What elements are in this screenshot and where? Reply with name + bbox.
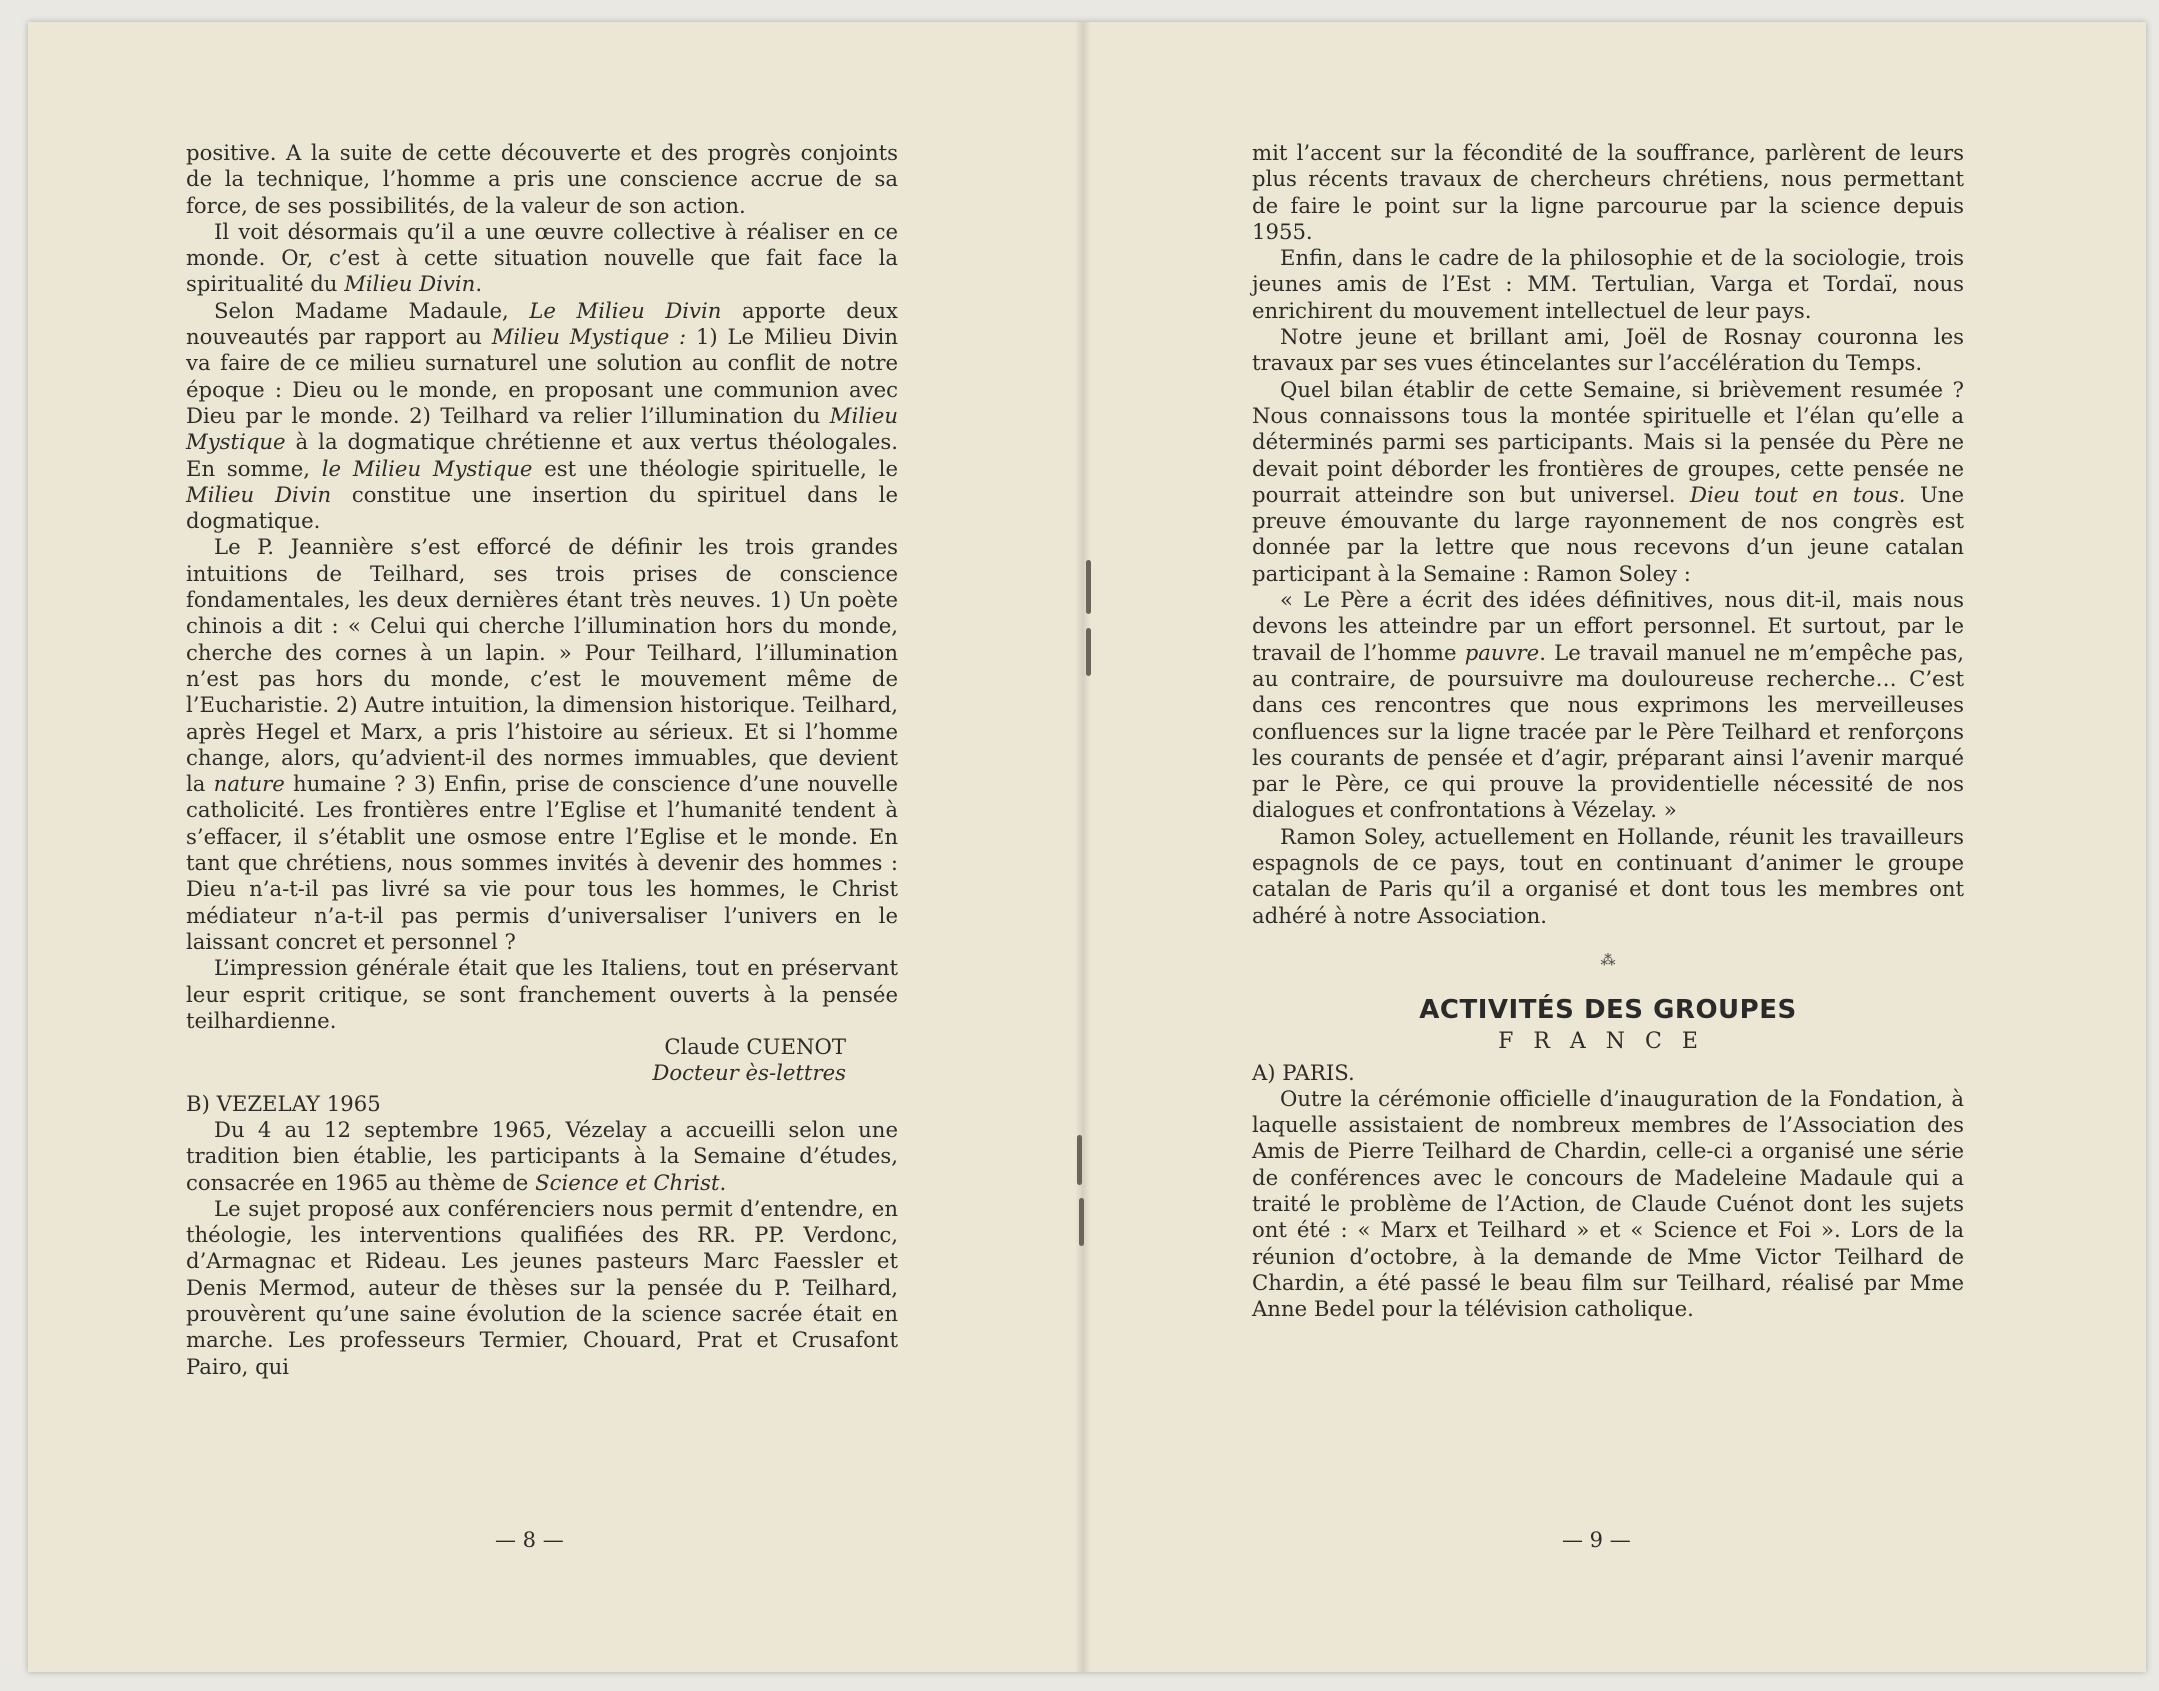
section-heading-activites: ACTIVITÉS DES GROUPES bbox=[1419, 994, 1797, 1025]
left-paragraph: Il voit désormais qu’il a une œuvre collective à réaliser en ce monde. Or, c’est à cette situation nouvelle que fait face la spiritualité du Milieu Divin. bbox=[186, 218, 898, 297]
vezelay-paragraph: Du 4 au 12 septembre 1965, Vézelay a accueilli selon une tradition bien établie, les participants à la Semaine d’études, consacrée en 1965 au thème de Science et Christ. bbox=[186, 1116, 898, 1195]
left-paragraph: L’impression générale était que les Italiens, tout en préservant leur esprit critique, se sont franchement ouverts à la pensée teilhardienne. bbox=[186, 955, 898, 1033]
left-body bbox=[186, 140, 898, 1034]
right-body bbox=[1252, 140, 1964, 929]
staple-top-lower bbox=[1086, 628, 1091, 676]
page-number-left: — 8 — bbox=[495, 1528, 564, 1552]
right-paragraph: « Le Père a écrit des idées définitives, nous dit-il, mais nous devons les atteindre par un effort personnel. Et surtout, par le travail de l’homme pauvre. Le travail manuel ne m’empêche pas, au contraire, de poursuivre ma douloureuse recherche… C’est dans ces rencontres que nous exprimons les merveilleuses confluences sur la ligne tracée par le Père Teilhard et renforçons les courants de pensée et d’agir, préparant ainsi l’avenir marqué par le Père, ce qui prouve la providentielle nécessité de nos dialogues et confrontations à Vézelay. » bbox=[1252, 587, 1964, 823]
staple-top bbox=[1086, 560, 1091, 614]
right-paragraph: Ramon Soley, actuellement en Hollande, réunit les travailleurs espagnols de ce pays, tout en continuant d’animer le groupe catalan de Paris qu’il a organisé et dont tous les membres ont adhéré à notre Association. bbox=[1252, 823, 1964, 928]
left-body-vezelay bbox=[186, 1117, 898, 1380]
right-page bbox=[1252, 140, 1964, 1322]
left-paragraph: Le P. Jeannière s’est efforcé de définir les trois grandes intuitions de Teilhard, ses trois prises de conscience fondamentales, les deux dernières étant très neuves. 1) Un poète chinois a dit : « Celui qui cherche l’illumination hors du monde, cherche des cornes à un lapin. » Pour Teilhard, l’illumination n’est pas hors du monde, c’est le mouvement même de l’Eucharistie. 2) Autre intuition, la dimension historique. Teilhard, après Hegel et Marx, a pris l’histoire au sérieux. Et si l’homme change, alors, qu’advient-il des normes immuables, que devient la nature humaine ? 3) Enfin, prise de conscience d’une nouvelle catholicité. Les frontières entre l’Eglise et l’humanité tendent à s’effacer, il s’établit une osmose entre l’Eglise et le monde. En tant que chrétiens, nous sommes invités à devenir des hommes : Dieu n’a-t-il pas livré sa vie pour tous les hommes, le Christ médiateur n’a-t-il pas permis d’universaliser l’univers en le laissant concret et personnel ? bbox=[186, 534, 898, 954]
center-fold bbox=[1075, 22, 1091, 1672]
signature-name: Claude CUENOT bbox=[664, 1034, 846, 1060]
right-paragraph: mit l’accent sur la fécondité de la souffrance, parlèrent de leurs plus récents travaux de chercheurs chrétiens, nous permettant de faire le point sur la ligne parcourue par la science depuis 1955. bbox=[1252, 140, 1964, 244]
left-page bbox=[186, 140, 898, 1380]
left-paragraph: positive. A la suite de cette découverte et des progrès conjoints de la technique, l’homme a pris une conscience accrue de sa force, de ses possibilités, de la valeur de son action. bbox=[186, 140, 898, 218]
page-number-right: — 9 — bbox=[1562, 1528, 1631, 1552]
left-paragraph: Selon Madame Madaule, Le Milieu Divin apporte deux nouveautés par rapport au Milieu Mystique : 1) Le Milieu Divin va faire de ce milieu surnaturel une solution au conflit de notre époque : Dieu ou le monde, en proposant une communion avec Dieu par le monde. 2) Teilhard va relier l’illumination du Milieu Mystique à la dogmatique chrétienne et aux vertus théologales. En somme, le Milieu Mystique est une théologie spirituelle, le Milieu Divin constitue une insertion du spirituel dans le dogmatique. bbox=[186, 297, 898, 534]
right-body-paris bbox=[1252, 1086, 1964, 1323]
section-title-vezelay: B) VEZELAY 1965 bbox=[186, 1090, 381, 1116]
staple-bottom bbox=[1077, 1135, 1082, 1185]
signature-title: Docteur ès-lettres bbox=[652, 1060, 846, 1086]
vezelay-paragraph: Le sujet proposé aux conférenciers nous permit d’entendre, en théologie, les interventions qualifiées des RR. PP. Verdonc, d’Armagnac et Rideau. Les jeunes pasteurs Marc Faessler et Denis Mermod, auteur de thèses sur la pensée du P. Teilhard, prouvèrent qu’une saine évolution de la science sacrée était en marche. Les professeurs Termier, Chouard, Prat et Crusafont Pairo, qui bbox=[186, 1195, 898, 1379]
ornament-asterism: ⁂ bbox=[1600, 950, 1616, 969]
right-paragraph: Notre jeune et brillant ami, Joël de Rosnay couronna les travaux par ses vues étincelantes sur l’accélération du Temps. bbox=[1252, 324, 1964, 376]
right-paragraph: Enfin, dans le cadre de la philosophie et de la sociologie, trois jeunes amis de l’Est : MM. Tertulian, Varga et Tordaï, nous enrichirent du mouvement intellectuel de leur pays. bbox=[1252, 245, 1964, 323]
paris-paragraph: Outre la cérémonie officielle d’inauguration de la Fondation, à laquelle assistaient de nombreux membres de l’Association des Amis de Pierre Teilhard de Chardin, celle-ci a organisé une série de conférences avec le concours de Madeleine Madaule qui a traité le problème de l’Action, de Claude Cuénot dont les sujets ont été : « Marx et Teilhard » et « Science et Foi ». Lors de la réunion d’octobre, à la demande de Mme Victor Teilhard de Chardin, a été passé le beau film sur Teilhard, réalisé par Mme Anne Bedel pour la télévision catholique. bbox=[1252, 1085, 1964, 1322]
section-title-paris: A) PARIS. bbox=[1252, 1059, 1355, 1085]
right-paragraph: Quel bilan établir de cette Semaine, si brièvement resumée ? Nous connaissons tous la montée spirituelle et l’élan qu’elle a déterminés parmi ses participants. Mais si la pensée du Père ne devait point déborder les frontières de groupes, cette pensée ne pourrait atteindre son but universel. Dieu tout en tous. Une preuve émouvante du large rayonnement de nos congrès est donnée par la lettre que nous recevons d’un jeune catalan participant à la Semaine : Ramon Soley : bbox=[1252, 376, 1964, 586]
country-label: FRANCE bbox=[1498, 1029, 1718, 1055]
staple-bottom-lower bbox=[1079, 1198, 1084, 1246]
